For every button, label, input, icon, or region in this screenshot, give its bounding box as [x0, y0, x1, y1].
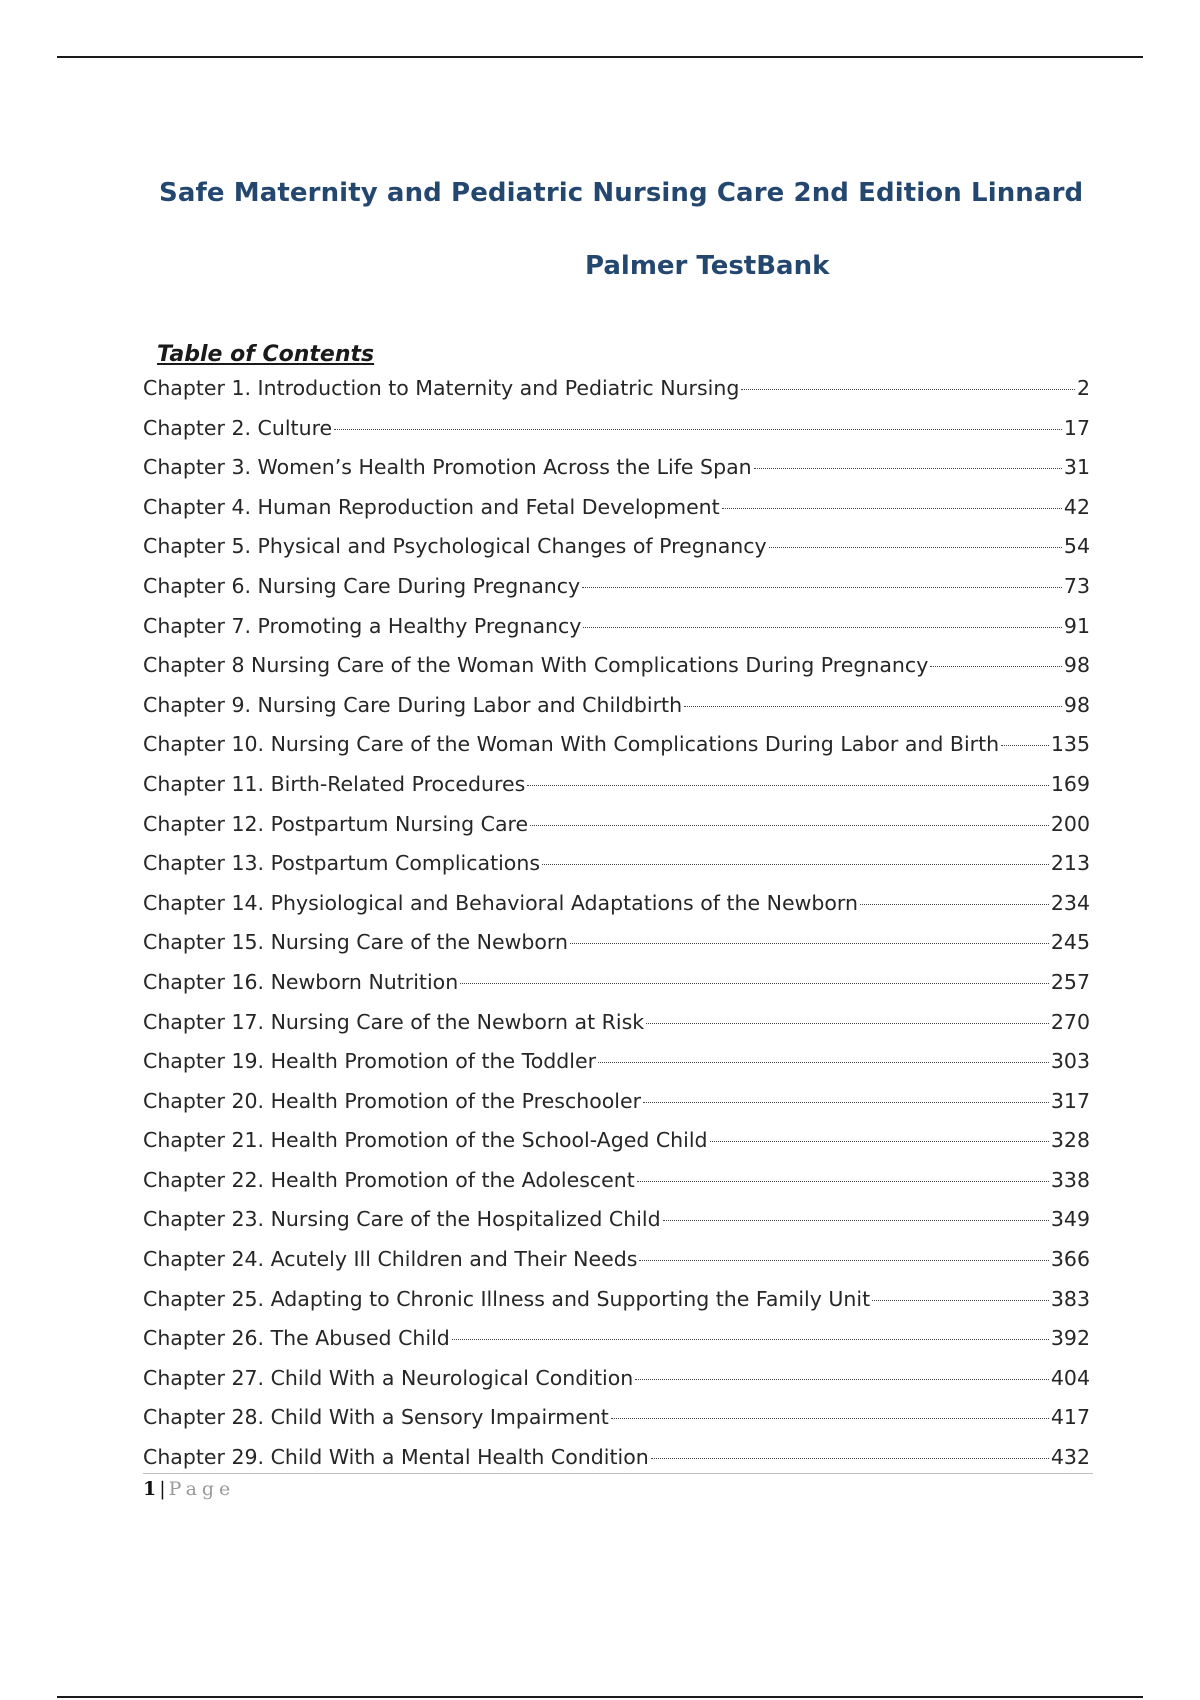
toc-entry[interactable]: [143, 1124, 1090, 1164]
toc-entry-page: 338: [1050, 1167, 1090, 1192]
toc-entry-page: 135: [1050, 732, 1090, 757]
toc-entry[interactable]: [143, 1401, 1090, 1441]
toc-entry[interactable]: [143, 1045, 1090, 1085]
toc-entry-page: 31: [1063, 455, 1090, 480]
toc-entry-page: 42: [1063, 494, 1090, 519]
toc-entry-title: Chapter 22. Health Promotion of the Adolescent: [143, 1167, 635, 1192]
toc-entry[interactable]: [143, 1441, 1090, 1481]
toc-entry[interactable]: [143, 768, 1090, 808]
toc-dot-leader: [637, 1180, 1049, 1182]
toc-entry-title: Chapter 14. Physiological and Behavioral Adaptations of the Newborn: [143, 890, 858, 915]
toc-dot-leader: [542, 863, 1049, 865]
page-number: 1: [143, 1478, 157, 1500]
toc-entry-title: Chapter 21. Health Promotion of the School-Aged Child: [143, 1128, 708, 1153]
toc-entry-title: Chapter 7. Promoting a Healthy Pregnancy: [143, 613, 582, 638]
toc-dot-leader: [860, 903, 1049, 905]
toc-entry-title: Chapter 8 Nursing Care of the Woman With Complications During Pregnancy: [143, 653, 929, 678]
toc-entry-title: Chapter 25. Adapting to Chronic Illness and Supporting the Family Unit: [143, 1286, 871, 1311]
toc-dot-leader: [646, 1022, 1049, 1024]
page-label: Page: [168, 1478, 236, 1500]
toc-entry-page: 404: [1050, 1365, 1090, 1390]
toc-entry-title: Chapter 9. Nursing Care During Labor and Childbirth: [143, 692, 683, 717]
toc-entry-title: Chapter 6. Nursing Care During Pregnancy: [143, 573, 581, 598]
toc-entry[interactable]: [143, 451, 1090, 491]
toc-entry-page: 392: [1050, 1326, 1090, 1351]
toc-dot-leader: [527, 784, 1049, 786]
toc-entry-page: 169: [1050, 771, 1090, 796]
toc-entry-title: Chapter 15. Nursing Care of the Newborn: [143, 930, 568, 955]
toc-entry-title: Chapter 1. Introduction to Maternity and Pediatric Nursing: [143, 376, 740, 400]
toc-dot-leader: [722, 507, 1062, 509]
toc-entry[interactable]: [143, 570, 1090, 610]
toc-entry-title: Chapter 5. Physical and Psychological Changes of Pregnancy: [143, 534, 767, 559]
toc-dot-leader: [611, 1417, 1049, 1419]
toc-dot-leader: [583, 626, 1061, 628]
toc-dot-leader: [1001, 744, 1049, 746]
toc-entry-page: 213: [1050, 851, 1090, 876]
toc-entry[interactable]: [143, 491, 1090, 531]
toc-dot-leader: [741, 388, 1075, 390]
table-of-contents: [143, 372, 1090, 1481]
toc-entry-page: 349: [1050, 1207, 1090, 1232]
toc-entry-title: Chapter 24. Acutely Ill Children and Their Needs: [143, 1247, 638, 1272]
toc-entry-title: Chapter 20. Health Promotion of the Preschooler: [143, 1088, 642, 1113]
toc-entry-page: 54: [1063, 534, 1090, 559]
toc-entry-page: 257: [1050, 969, 1090, 994]
toc-dot-leader: [460, 982, 1049, 984]
footer-rule: [143, 1473, 1093, 1474]
toc-entry-title: Chapter 16. Newborn Nutrition: [143, 969, 459, 994]
toc-dot-leader: [710, 1140, 1049, 1142]
page-footer: [143, 1478, 235, 1500]
toc-entry[interactable]: [143, 1283, 1090, 1323]
toc-entry-page: 73: [1063, 573, 1090, 598]
toc-entry[interactable]: [143, 412, 1090, 452]
toc-entry-page: 417: [1050, 1405, 1090, 1430]
toc-entry-title: Chapter 19. Health Promotion of the Toddler: [143, 1049, 597, 1074]
toc-dot-leader: [639, 1259, 1048, 1261]
toc-entry-title: Chapter 4. Human Reproduction and Fetal Development: [143, 494, 720, 519]
footer-separator: |: [159, 1478, 166, 1500]
toc-entry-page: 366: [1050, 1247, 1090, 1272]
toc-entry[interactable]: [143, 372, 1090, 412]
toc-entry-title: Chapter 3. Women’s Health Promotion Across the Life Span: [143, 455, 752, 480]
toc-entry[interactable]: [143, 887, 1090, 927]
toc-entry-page: 234: [1050, 890, 1090, 915]
toc-entry-page: 303: [1050, 1049, 1090, 1074]
toc-entry-page: 245: [1050, 930, 1090, 955]
document-title: Safe Maternity and Pediatric Nursing Care 2nd Edition Linnard: [159, 178, 1084, 208]
toc-entry-title: Chapter 12. Postpartum Nursing Care: [143, 811, 529, 836]
toc-dot-leader: [651, 1457, 1049, 1459]
toc-entry[interactable]: [143, 926, 1090, 966]
toc-dot-leader: [930, 665, 1062, 667]
toc-entry-title: Chapter 11. Birth-Related Procedures: [143, 771, 526, 796]
toc-dot-leader: [582, 586, 1062, 588]
toc-entry[interactable]: [143, 966, 1090, 1006]
toc-dot-leader: [570, 942, 1049, 944]
toc-heading: Table of Contents: [157, 342, 375, 367]
toc-entry[interactable]: [143, 689, 1090, 729]
toc-dot-leader: [754, 467, 1062, 469]
toc-dot-leader: [872, 1299, 1049, 1301]
toc-entry-page: 328: [1050, 1128, 1090, 1153]
toc-dot-leader: [530, 824, 1049, 826]
toc-entry[interactable]: [143, 1164, 1090, 1204]
toc-entry-page: 200: [1050, 811, 1090, 836]
toc-entry-page: 98: [1063, 692, 1090, 717]
toc-entry-title: Chapter 26. The Abused Child: [143, 1326, 450, 1351]
toc-entry[interactable]: [143, 1006, 1090, 1046]
bottom-rule: [57, 1696, 1143, 1698]
toc-dot-leader: [663, 1219, 1049, 1221]
toc-dot-leader: [452, 1338, 1049, 1340]
toc-entry-title: Chapter 10. Nursing Care of the Woman With Complications During Labor and Birth: [143, 732, 1000, 757]
toc-entry-title: Chapter 28. Child With a Sensory Impairment: [143, 1405, 609, 1430]
header-rule: [57, 56, 1143, 58]
toc-entry-page: 17: [1063, 415, 1090, 440]
toc-entry[interactable]: [143, 808, 1090, 848]
toc-entry-title: Chapter 17. Nursing Care of the Newborn at Risk: [143, 1009, 645, 1034]
toc-entry-title: Chapter 13. Postpartum Complications: [143, 851, 541, 876]
toc-dot-leader: [684, 705, 1062, 707]
toc-entry-title: Chapter 29. Child With a Mental Health Condition: [143, 1445, 649, 1470]
toc-entry[interactable]: [143, 847, 1090, 887]
toc-entry-page: 383: [1050, 1286, 1090, 1311]
toc-entry[interactable]: [143, 610, 1090, 650]
document-subtitle: Palmer TestBank: [585, 251, 830, 281]
toc-entry-title: Chapter 2. Culture: [143, 415, 333, 440]
toc-entry[interactable]: [143, 1085, 1090, 1125]
toc-entry[interactable]: [143, 1203, 1090, 1243]
toc-entry-page: 2: [1076, 376, 1090, 400]
toc-dot-leader: [334, 428, 1062, 430]
toc-entry-page: 98: [1063, 653, 1090, 678]
toc-entry-page: 91: [1063, 613, 1090, 638]
toc-entry[interactable]: [143, 530, 1090, 570]
toc-entry-page: 270: [1050, 1009, 1090, 1034]
toc-entry[interactable]: [143, 1362, 1090, 1402]
toc-dot-leader: [769, 546, 1062, 548]
toc-entry-page: 432: [1050, 1445, 1090, 1470]
toc-entry-title: Chapter 23. Nursing Care of the Hospitalized Child: [143, 1207, 661, 1232]
toc-entry[interactable]: [143, 1322, 1090, 1362]
toc-entry-title: Chapter 27. Child With a Neurological Condition: [143, 1365, 634, 1390]
toc-entry-page: 317: [1050, 1088, 1090, 1113]
toc-entry[interactable]: [143, 1243, 1090, 1283]
toc-dot-leader: [643, 1101, 1049, 1103]
toc-entry[interactable]: [143, 649, 1090, 689]
toc-dot-leader: [598, 1061, 1049, 1063]
toc-dot-leader: [635, 1378, 1049, 1380]
toc-entry[interactable]: [143, 728, 1090, 768]
